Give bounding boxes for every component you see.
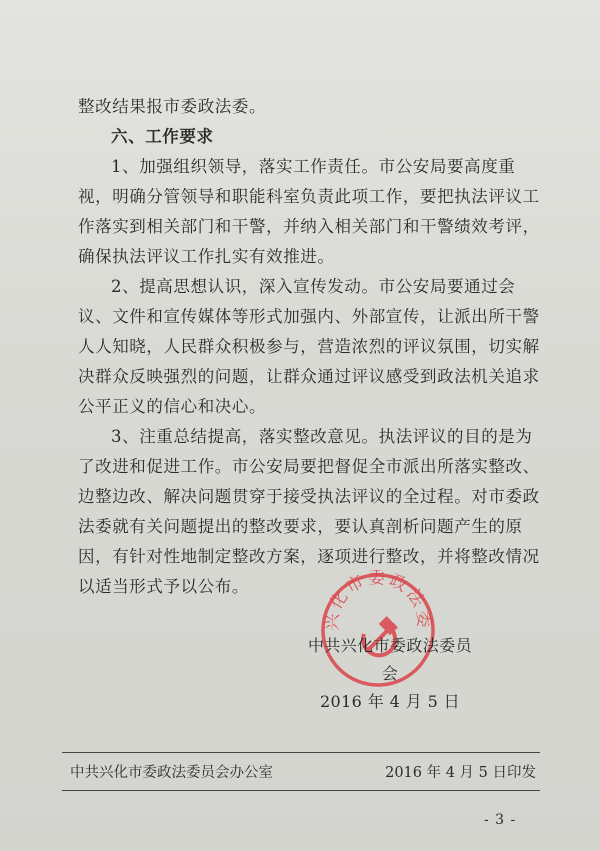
footer-print-date: 2016 年 4 月 5 日印发 [385,764,536,781]
footer-divider-bottom [62,790,540,791]
requirement-item-2: 2、提高思想认识，深入宣传发动。市公安局要通过会议、文件和宣传媒体等形式加强内、外部宣传，让派出所干警人人知晓，人民群众积极参与，营造浓烈的评议氛围，切实解决群众反映强烈的问题，让群众通过评议感受到政法机关追求公平正义的信心和决心。 [78,277,540,416]
requirement-item-1: 1、加强组织领导，落实工作责任。市公安局要高度重视，明确分管领导和职能科室负责此项工作，要把执法评议工作落实到相关部门和干警，并纳入相关部门和干警绩效考评，确保执法评议工作扎实有效推进。 [78,157,540,266]
signing-date: 2016 年 4 月 5 日 [319,692,461,711]
section-heading: 六、工作要求 [111,127,214,146]
page-number: - 3 - [484,812,517,828]
requirement-item-3: 3、注重总结提高，落实整改意见。执法评议的目的是为了改进和促进工作。市公安局要把督促全市派出所落实整改、边整边改、解决问题贯穿于接受执法评议的全过程。对市委政法委就有关问题提出的整改要求，要认真剖析问题产生的原因，有针对性地制定整改方案，逐项进行整改，并将整改情况以适当形式予以公布。 [78,427,540,596]
document-body [78,92,542,602]
continuation-paragraph: 整改结果报市委政法委。 [78,97,267,116]
signature-block [300,632,480,716]
print-footer [70,756,536,786]
footer-divider-top [62,752,540,753]
footer-issuer: 中共兴化市委政法委员会办公室 [70,764,273,781]
svg-text:中共兴化市委政法委员会 [318,570,434,631]
seal-text: 兴化市委政法委 [322,570,434,632]
signing-organization: 中共兴化市委政法委员会 [307,636,472,683]
